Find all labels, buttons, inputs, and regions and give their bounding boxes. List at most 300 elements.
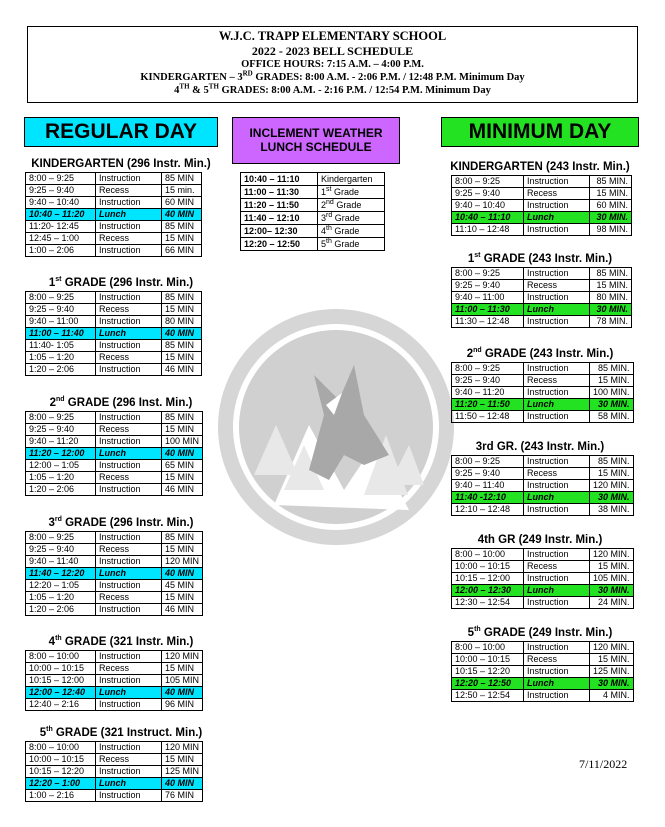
table-row <box>452 316 632 328</box>
minutes-cell: 30 MIN. <box>590 585 634 597</box>
minutes-cell: 120 MIN. <box>590 642 634 654</box>
time-cell: 10:15 – 12:00 <box>452 573 524 585</box>
lunch-time-cell: 11:00 – 11:30 <box>241 186 318 199</box>
table-row <box>26 304 202 316</box>
time-cell: 8:00 – 10:00 <box>26 742 96 754</box>
schedule-table <box>25 411 203 496</box>
table-row <box>241 212 385 225</box>
time-cell: 9:40 – 11:00 <box>26 316 96 328</box>
time-cell: 12:30 – 12:54 <box>452 597 524 609</box>
activity-cell: Instruction <box>524 268 590 280</box>
lunch-row <box>452 678 634 690</box>
schedule-table <box>25 741 203 802</box>
table-row <box>26 292 202 304</box>
activity-cell: Instruction <box>96 484 162 496</box>
table-row <box>26 424 203 436</box>
minutes-cell: 15 MIN <box>162 592 203 604</box>
table-row <box>26 604 203 616</box>
section-title: 2nd GRADE (296 Inst. Min.) <box>49 396 193 409</box>
time-cell: 9:25 – 9:40 <box>452 375 524 387</box>
time-cell: 1:20 – 2:06 <box>26 364 96 376</box>
table-row <box>26 790 203 802</box>
table-row <box>241 186 385 199</box>
minutes-cell: 15 MIN. <box>590 468 634 480</box>
minutes-cell: 120 MIN <box>162 651 203 663</box>
minutes-cell: 15 min. <box>162 185 202 197</box>
table-row <box>26 221 202 233</box>
time-cell: 12:40 – 2:16 <box>26 699 96 711</box>
activity-cell: Lunch <box>96 328 162 340</box>
activity-cell: Recess <box>524 561 590 573</box>
activity-cell: Recess <box>96 754 162 766</box>
minutes-cell: 66 MIN <box>162 245 202 257</box>
activity-cell: Instruction <box>96 675 162 687</box>
section-title: KINDERGARTEN (243 Instr. Min.) <box>450 161 630 173</box>
minutes-cell: 85 MIN. <box>590 363 634 375</box>
table-row <box>26 754 203 766</box>
table-row <box>26 472 203 484</box>
time-cell: 11:20 – 11:50 <box>452 399 524 411</box>
inclement-lunch-table <box>240 172 385 251</box>
lunch-row <box>452 304 632 316</box>
table-row <box>26 699 203 711</box>
table-row <box>26 544 203 556</box>
time-cell: 8:00 – 9:25 <box>452 176 524 188</box>
time-cell: 9:40 – 11:00 <box>452 292 524 304</box>
time-cell: 9:25 – 9:40 <box>26 544 96 556</box>
schedule-table <box>25 531 203 616</box>
table-row <box>452 654 634 666</box>
table-row <box>26 460 203 472</box>
table-row <box>26 742 203 754</box>
activity-cell: Instruction <box>96 221 162 233</box>
time-cell: 10:15 – 12:00 <box>26 675 96 687</box>
table-row <box>452 666 634 678</box>
table-row <box>452 504 634 516</box>
activity-cell: Instruction <box>96 245 162 257</box>
minutes-cell: 15 MIN <box>162 304 202 316</box>
minutes-cell: 80 MIN. <box>590 292 632 304</box>
activity-cell: Instruction <box>96 316 162 328</box>
grade-cell: 3rd Grade <box>318 212 385 225</box>
table-row <box>26 580 203 592</box>
table-row <box>241 199 385 212</box>
activity-cell: Instruction <box>524 573 590 585</box>
activity-cell: Recess <box>96 544 162 556</box>
activity-cell: Recess <box>524 654 590 666</box>
minutes-cell: 85 MIN <box>162 340 202 352</box>
minutes-cell: 24 MIN. <box>590 597 634 609</box>
table-row <box>452 292 632 304</box>
minutes-cell: 60 MIN. <box>590 200 632 212</box>
minutes-cell: 85 MIN <box>162 221 202 233</box>
activity-cell: Instruction <box>524 316 590 328</box>
time-cell: 8:00 – 9:25 <box>452 363 524 375</box>
table-row <box>452 411 634 423</box>
activity-cell: Instruction <box>96 699 162 711</box>
activity-cell: Lunch <box>524 492 590 504</box>
table-row <box>26 233 202 245</box>
activity-cell: Instruction <box>96 532 162 544</box>
minutes-cell: 46 MIN <box>162 604 203 616</box>
section-title: 4th GR (249 Instr. Min.) <box>477 534 603 546</box>
time-cell: 9:40 – 10:40 <box>26 197 96 209</box>
minutes-cell: 15 MIN. <box>590 188 632 200</box>
time-cell: 11:00 – 11:40 <box>26 328 96 340</box>
time-cell: 11:40- 1:05 <box>26 340 96 352</box>
time-cell: 12:45 – 1:00 <box>26 233 96 245</box>
time-cell: 12:20 – 12:50 <box>452 678 524 690</box>
activity-cell: Instruction <box>524 224 590 236</box>
activity-cell: Recess <box>524 375 590 387</box>
table-row <box>26 484 203 496</box>
school-name: W.J.C. TRAPP ELEMENTARY SCHOOL <box>218 29 447 43</box>
time-cell: 9:40 – 11:20 <box>452 387 524 399</box>
k3-hours: KINDERGARTEN – 3RD GRADES: 8:00 A.M. - 2:06 P.M. / 12:48 P.M. Minimum Day <box>140 69 525 83</box>
lunch-row <box>26 778 203 790</box>
minutes-cell: 40 MIN <box>162 209 202 221</box>
activity-cell: Instruction <box>524 292 590 304</box>
activity-cell: Recess <box>96 663 162 675</box>
time-cell: 11:30 – 12:48 <box>452 316 524 328</box>
minutes-cell: 40 MIN <box>162 568 203 580</box>
section-title: KINDERGARTEN (296 Instr. Min.) <box>31 158 211 170</box>
minutes-cell: 46 MIN <box>162 364 202 376</box>
time-cell: 10:00 – 10:15 <box>26 754 96 766</box>
office-hours: OFFICE HOURS: 7:15 A.M. – 4:00 P.M. <box>241 59 424 70</box>
time-cell: 8:00 – 9:25 <box>26 292 96 304</box>
activity-cell: Recess <box>524 188 590 200</box>
activity-cell: Recess <box>96 352 162 364</box>
lunch-row <box>26 448 203 460</box>
time-cell: 1:05 – 1:20 <box>26 352 96 364</box>
activity-cell: Recess <box>96 304 162 316</box>
table-row <box>452 200 632 212</box>
schedule-title: 2022 - 2023 BELL SCHEDULE <box>251 44 414 58</box>
schedule-table <box>451 175 632 236</box>
minutes-cell: 15 MIN. <box>590 280 632 292</box>
table-row <box>26 436 203 448</box>
activity-cell: Lunch <box>524 399 590 411</box>
activity-cell: Instruction <box>96 340 162 352</box>
schedule-table <box>25 650 203 711</box>
minutes-cell: 78 MIN. <box>590 316 632 328</box>
activity-cell: Lunch <box>96 778 162 790</box>
time-cell: 10:00 – 10:15 <box>452 561 524 573</box>
section-title: 4th GRADE (321 Instr. Min.) <box>48 635 194 648</box>
activity-cell: Instruction <box>96 412 162 424</box>
schedule-table <box>25 291 202 376</box>
table-row <box>452 387 634 399</box>
schedule-table <box>451 455 634 516</box>
section-title: 3rd GR. (243 Instr. Min.) <box>475 441 605 453</box>
time-cell: 11:20- 12:45 <box>26 221 96 233</box>
table-row <box>452 690 634 702</box>
time-cell: 9:40 – 11:20 <box>26 436 96 448</box>
minutes-cell: 30 MIN. <box>590 212 632 224</box>
minutes-cell: 65 MIN <box>162 460 203 472</box>
activity-cell: Instruction <box>524 456 590 468</box>
section-title: 3rd GRADE (296 Instr. Min.) <box>48 516 194 529</box>
time-cell: 9:25 – 9:40 <box>26 424 96 436</box>
time-cell: 9:25 – 9:40 <box>452 468 524 480</box>
minutes-cell: 15 MIN <box>162 424 203 436</box>
time-cell: 11:10 – 12:48 <box>452 224 524 236</box>
table-row <box>452 456 634 468</box>
time-cell: 1:05 – 1:20 <box>26 472 96 484</box>
activity-cell: Lunch <box>524 585 590 597</box>
activity-cell: Instruction <box>524 411 590 423</box>
table-row <box>452 597 634 609</box>
table-row <box>452 268 632 280</box>
table-row <box>26 663 203 675</box>
activity-cell: Lunch <box>96 568 162 580</box>
minutes-cell: 15 MIN <box>162 544 203 556</box>
activity-cell: Lunch <box>96 448 162 460</box>
activity-cell: Instruction <box>96 364 162 376</box>
lunch-time-cell: 11:40 – 12:10 <box>241 212 318 225</box>
grade-cell: Kindergarten <box>318 173 385 186</box>
minutes-cell: 40 MIN <box>162 778 203 790</box>
activity-cell: Instruction <box>524 176 590 188</box>
time-cell: 12:50 – 12:54 <box>452 690 524 702</box>
table-row <box>26 675 203 687</box>
activity-cell: Instruction <box>96 436 162 448</box>
minutes-cell: 125 MIN <box>162 766 203 778</box>
minutes-cell: 98 MIN. <box>590 224 632 236</box>
minutes-cell: 15 MIN. <box>590 375 634 387</box>
section-title: 2nd GRADE (243 Instr. Min.) <box>466 347 614 360</box>
time-cell: 11:50 – 12:48 <box>452 411 524 423</box>
time-cell: 9:25 – 9:40 <box>452 188 524 200</box>
minutes-cell: 80 MIN <box>162 316 202 328</box>
time-cell: 10:00 – 10:15 <box>452 654 524 666</box>
activity-cell: Instruction <box>524 387 590 399</box>
minimum-day-banner: MINIMUM DAY <box>441 117 639 147</box>
time-cell: 8:00 – 9:25 <box>26 412 96 424</box>
time-cell: 9:40 – 10:40 <box>452 200 524 212</box>
table-row <box>26 173 202 185</box>
time-cell: 9:40 – 11:40 <box>452 480 524 492</box>
lunch-time-cell: 12:00– 12:30 <box>241 225 318 238</box>
activity-cell: Instruction <box>96 197 162 209</box>
time-cell: 8:00 – 9:25 <box>452 268 524 280</box>
activity-cell: Instruction <box>524 200 590 212</box>
table-row <box>26 412 203 424</box>
minutes-cell: 15 MIN <box>162 754 203 766</box>
lunch-row <box>26 328 202 340</box>
table-row <box>452 642 634 654</box>
table-row <box>241 225 385 238</box>
table-row <box>452 176 632 188</box>
lunch-time-cell: 11:20 – 11:50 <box>241 199 318 212</box>
minutes-cell: 15 MIN <box>162 233 202 245</box>
activity-cell: Instruction <box>96 292 162 304</box>
inclement-weather-banner: INCLEMENT WEATHER LUNCH SCHEDULE <box>232 117 400 164</box>
minutes-cell: 120 MIN <box>162 742 203 754</box>
activity-cell: Recess <box>96 424 162 436</box>
grade-cell: 1st Grade <box>318 186 385 199</box>
grade-cell: 4th Grade <box>318 225 385 238</box>
activity-cell: Instruction <box>96 460 162 472</box>
time-cell: 9:25 – 9:40 <box>26 304 96 316</box>
table-row <box>452 480 634 492</box>
minutes-cell: 15 MIN <box>162 663 203 675</box>
minutes-cell: 85 MIN. <box>590 456 634 468</box>
lunch-row <box>452 399 634 411</box>
activity-cell: Instruction <box>96 790 162 802</box>
minutes-cell: 30 MIN. <box>590 492 634 504</box>
activity-cell: Instruction <box>96 604 162 616</box>
time-cell: 8:00 – 10:00 <box>452 642 524 654</box>
minutes-cell: 38 MIN. <box>590 504 634 516</box>
time-cell: 8:00 – 10:00 <box>26 651 96 663</box>
minutes-cell: 45 MIN <box>162 580 203 592</box>
table-row <box>26 556 203 568</box>
grade-cell: 2nd Grade <box>318 199 385 212</box>
time-cell: 12:10 – 12:48 <box>452 504 524 516</box>
activity-cell: Lunch <box>524 212 590 224</box>
minutes-cell: 85 MIN <box>162 292 202 304</box>
minutes-cell: 85 MIN <box>162 412 203 424</box>
activity-cell: Instruction <box>524 642 590 654</box>
lunch-row <box>26 568 203 580</box>
activity-cell: Instruction <box>524 549 590 561</box>
schedule-table <box>451 267 632 328</box>
regular-day-banner: REGULAR DAY <box>24 117 218 147</box>
minutes-cell: 85 MIN. <box>590 176 632 188</box>
minutes-cell: 30 MIN. <box>590 678 634 690</box>
table-row <box>452 573 634 585</box>
minutes-cell: 30 MIN. <box>590 399 634 411</box>
time-cell: 10:40 – 11:20 <box>26 209 96 221</box>
section-title: 1st GRADE (296 Instr. Min.) <box>48 276 194 289</box>
activity-cell: Instruction <box>96 173 162 185</box>
minutes-cell: 105 MIN <box>162 675 203 687</box>
minutes-cell: 40 MIN <box>162 687 203 699</box>
table-row <box>26 592 203 604</box>
table-row <box>26 340 202 352</box>
table-row <box>452 561 634 573</box>
table-row <box>26 352 202 364</box>
minutes-cell: 15 MIN <box>162 352 202 364</box>
time-cell: 11:20 – 12:00 <box>26 448 96 460</box>
table-row <box>26 316 202 328</box>
minutes-cell: 120 MIN <box>162 556 203 568</box>
minutes-cell: 100 MIN. <box>590 387 634 399</box>
time-cell: 12:00 – 12:40 <box>26 687 96 699</box>
time-cell: 12:00 – 1:05 <box>26 460 96 472</box>
minutes-cell: 85 MIN <box>162 532 203 544</box>
activity-cell: Lunch <box>524 304 590 316</box>
revision-date: 7/11/2022 <box>579 757 628 771</box>
lunch-time-cell: 10:40 – 11:10 <box>241 173 318 186</box>
table-row <box>26 185 202 197</box>
minutes-cell: 85 MIN. <box>590 268 632 280</box>
minutes-cell: 40 MIN <box>162 328 202 340</box>
minutes-cell: 15 MIN <box>162 472 203 484</box>
minutes-cell: 100 MIN <box>162 436 203 448</box>
lunch-row <box>26 687 203 699</box>
table-row <box>26 364 202 376</box>
table-row <box>452 549 634 561</box>
time-cell: 12:20 – 1:00 <box>26 778 96 790</box>
activity-cell: Instruction <box>524 504 590 516</box>
minutes-cell: 96 MIN <box>162 699 203 711</box>
activity-cell: Recess <box>96 472 162 484</box>
time-cell: 11:00 – 11:30 <box>452 304 524 316</box>
activity-cell: Instruction <box>96 742 162 754</box>
time-cell: 10:15 – 12:20 <box>26 766 96 778</box>
time-cell: 12:00 – 12:30 <box>452 585 524 597</box>
activity-cell: Instruction <box>96 556 162 568</box>
time-cell: 9:25 – 9:40 <box>26 185 96 197</box>
time-cell: 1:00 – 2:06 <box>26 245 96 257</box>
section-title: 5th GRADE (321 Instruct. Min.) <box>39 726 203 739</box>
schedule-header <box>27 26 638 103</box>
lunch-row <box>452 585 634 597</box>
activity-cell: Recess <box>524 468 590 480</box>
table-row <box>26 651 203 663</box>
time-cell: 1:20 – 2:06 <box>26 484 96 496</box>
activity-cell: Recess <box>96 233 162 245</box>
activity-cell: Recess <box>524 280 590 292</box>
activity-cell: Recess <box>96 592 162 604</box>
minutes-cell: 76 MIN <box>162 790 203 802</box>
schedule-table <box>451 362 634 423</box>
time-cell: 11:40 -12:10 <box>452 492 524 504</box>
table-row <box>452 224 632 236</box>
activity-cell: Lunch <box>96 687 162 699</box>
time-cell: 1:20 – 2:06 <box>26 604 96 616</box>
activity-cell: Instruction <box>96 766 162 778</box>
time-cell: 10:00 – 10:15 <box>26 663 96 675</box>
table-row <box>452 188 632 200</box>
minutes-cell: 15 MIN. <box>590 654 634 666</box>
activity-cell: Instruction <box>524 666 590 678</box>
table-row <box>241 173 385 186</box>
lunch-time-cell: 12:20 – 12:50 <box>241 238 318 251</box>
activity-cell: Instruction <box>524 480 590 492</box>
activity-cell: Recess <box>96 185 162 197</box>
lunch-row <box>26 209 202 221</box>
time-cell: 1:05 – 1:20 <box>26 592 96 604</box>
minutes-cell: 105 MIN. <box>590 573 634 585</box>
table-row <box>452 468 634 480</box>
minutes-cell: 125 MIN. <box>590 666 634 678</box>
minutes-cell: 85 MIN <box>162 173 202 185</box>
time-cell: 12:20 – 1:05 <box>26 580 96 592</box>
activity-cell: Instruction <box>96 651 162 663</box>
activity-cell: Lunch <box>524 678 590 690</box>
activity-cell: Instruction <box>96 580 162 592</box>
table-row <box>452 363 634 375</box>
time-cell: 8:00 – 9:25 <box>452 456 524 468</box>
table-row <box>452 280 632 292</box>
grade-cell: 5th Grade <box>318 238 385 251</box>
activity-cell: Lunch <box>96 209 162 221</box>
time-cell: 9:40 – 11:40 <box>26 556 96 568</box>
activity-cell: Instruction <box>524 597 590 609</box>
table-row <box>452 375 634 387</box>
time-cell: 8:00 – 10:00 <box>452 549 524 561</box>
minutes-cell: 120 MIN. <box>590 480 634 492</box>
time-cell: 8:00 – 9:25 <box>26 532 96 544</box>
minutes-cell: 58 MIN. <box>590 411 634 423</box>
time-cell: 1:00 – 2:16 <box>26 790 96 802</box>
minutes-cell: 15 MIN. <box>590 561 634 573</box>
table-row <box>26 197 202 209</box>
